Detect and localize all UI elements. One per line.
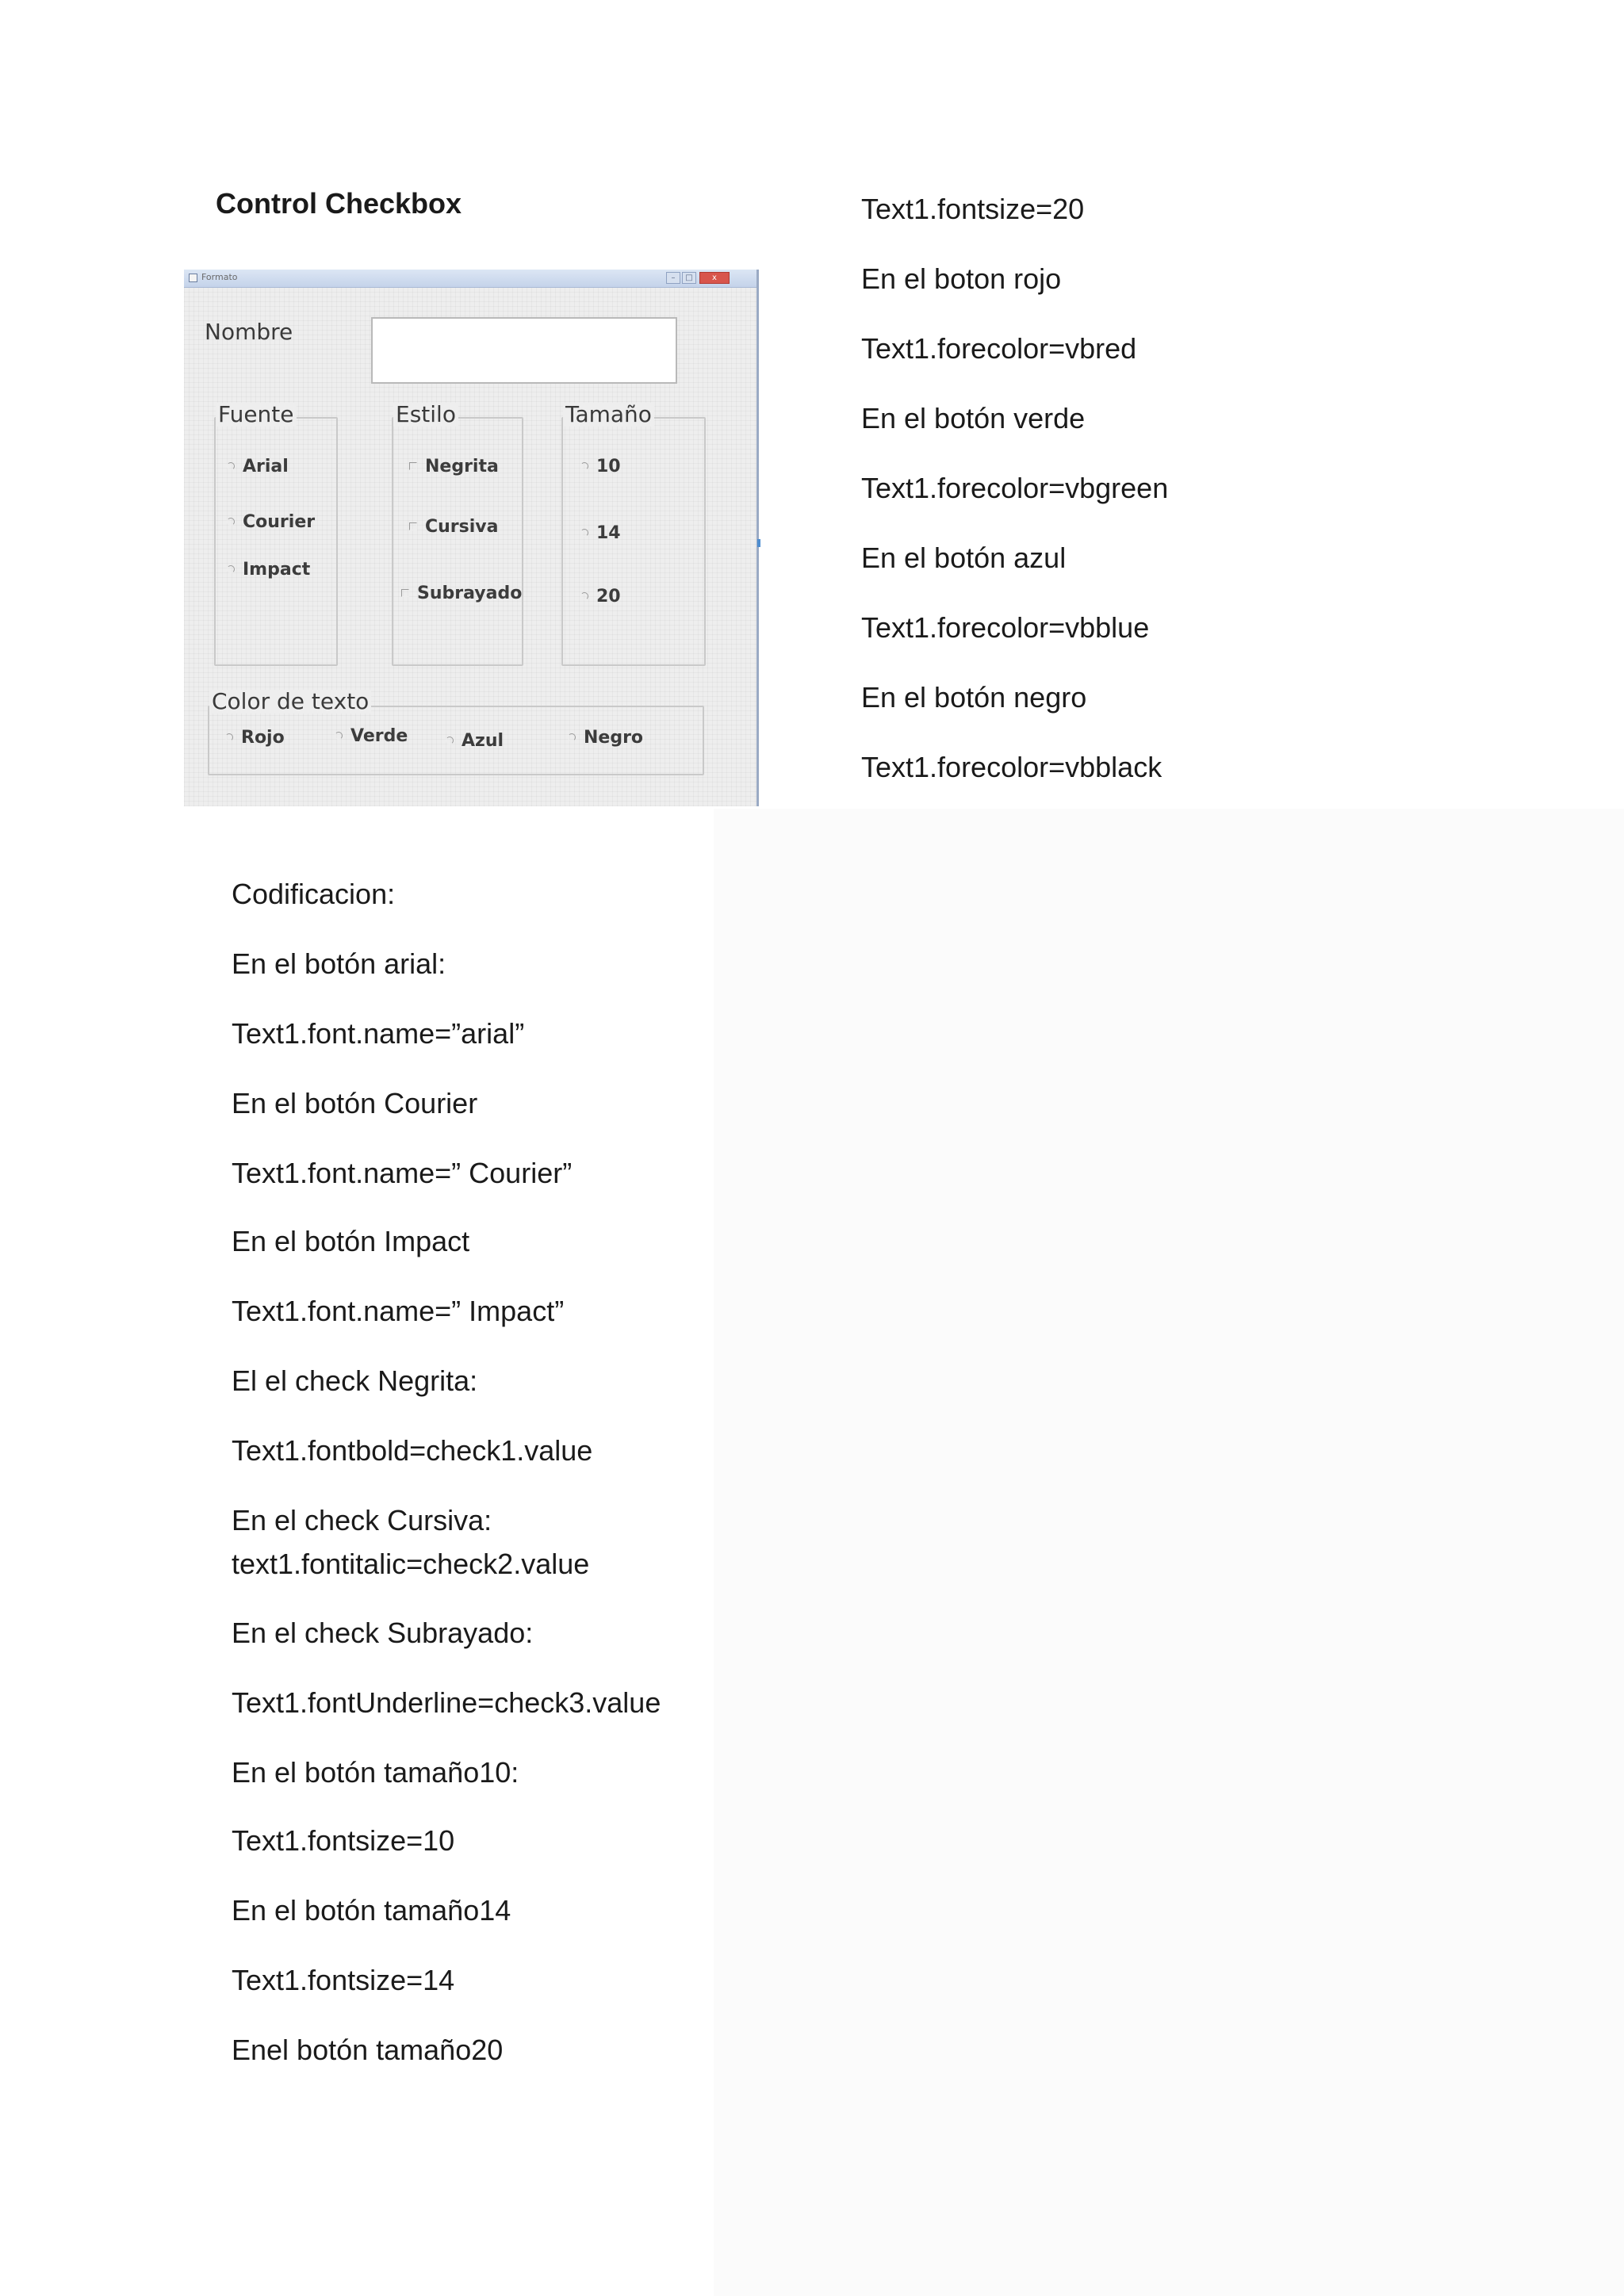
code-line: Text1.fontUnderline=check3.value [232,1686,661,1719]
radio-icon [580,529,588,537]
check-negrita[interactable] [409,457,499,476]
radio-icon [580,592,588,600]
code-line: Text1.forecolor=vbblue [861,611,1150,644]
radio-icon [225,733,233,741]
resize-handle[interactable] [757,539,760,547]
check-subrayado[interactable] [401,584,522,603]
option-size-20-label: 20 [596,587,621,607]
radio-icon [227,518,235,526]
code-line: Codificacion: [232,878,396,910]
radio-icon [580,462,588,470]
option-rojo[interactable] [225,728,285,748]
option-verde[interactable] [335,726,408,746]
minimize-button[interactable]: – [666,272,680,284]
page-background-shade [714,809,1624,2296]
option-courier[interactable] [227,512,315,532]
option-arial[interactable] [227,457,289,476]
tamano-frame-title: Tamaño [563,403,654,427]
option-impact[interactable] [227,560,310,580]
option-size-20[interactable] [580,587,621,607]
document-title: Control Checkbox [215,187,462,220]
option-size-14-label: 14 [596,523,621,543]
option-rojo-label: Rojo [241,728,285,748]
color-frame-title: Color de texto [209,690,371,714]
option-impact-label: Impact [243,560,311,580]
form-screenshot [184,270,759,806]
code-line: En el botón arial: [232,947,446,980]
option-negro[interactable] [568,728,643,748]
app-icon [189,274,197,282]
code-line: En el botón negro [861,681,1087,714]
check-subrayado-label: Subrayado [417,584,523,603]
code-line: Text1.font.name=”arial” [232,1017,525,1050]
option-arial-label: Arial [243,457,289,476]
option-size-14[interactable] [580,523,621,543]
radio-icon [227,565,235,573]
code-line: En el botón Impact [232,1225,470,1257]
fuente-frame [214,417,338,666]
radio-icon [568,733,576,741]
code-line: En el check Subrayado: [232,1617,534,1649]
option-azul-label: Azul [462,731,504,751]
code-line: Text1.font.name=” Courier” [232,1157,573,1189]
maximize-button[interactable]: □ [682,272,696,284]
checkbox-icon [409,462,417,470]
code-line: En el botón tamaño10: [232,1756,519,1789]
fuente-frame-title: Fuente [216,403,297,427]
option-verde-label: Verde [350,726,408,746]
option-size-10-label: 10 [596,457,621,476]
code-line: En el boton rojo [861,262,1062,295]
code-line: Text1.fontsize=10 [232,1824,455,1857]
check-cursiva-label: Cursiva [425,517,499,537]
radio-icon [227,462,235,470]
nombre-textbox[interactable] [371,317,677,384]
code-line: Text1.fontsize=20 [861,193,1085,225]
code-line: En el botón Courier [232,1087,478,1119]
code-line: En el botón verde [861,402,1086,434]
code-line: Enel botón tamaño20 [232,2034,504,2066]
check-cursiva[interactable] [409,517,498,537]
nombre-label: Nombre [205,319,293,345]
estilo-frame [392,417,523,666]
code-line: En el botón azul [861,541,1067,574]
estilo-frame-title: Estilo [393,403,458,427]
option-azul[interactable] [446,731,504,751]
code-line: Text1.forecolor=vbred [861,332,1137,365]
code-line: En el botón tamaño14 [232,1894,511,1927]
code-line: Text1.fontbold=check1.value [232,1434,593,1467]
code-line: En el check Cursiva: [232,1504,492,1536]
code-line: El el check Negrita: [232,1364,478,1397]
option-courier-label: Courier [243,512,316,532]
code-line: Text1.fontsize=14 [232,1964,455,1996]
code-line: text1.fontitalic=check2.value [232,1548,590,1580]
radio-icon [335,732,343,740]
radio-icon [446,737,454,744]
code-line: Text1.font.name=” Impact” [232,1295,565,1327]
close-button[interactable]: x [699,272,730,284]
code-line: Text1.forecolor=vbgreen [861,472,1169,504]
form-titlebar [184,270,756,288]
checkbox-icon [409,522,417,530]
code-line: Text1.forecolor=vbblack [861,751,1162,783]
checkbox-icon [401,589,409,597]
option-negro-label: Negro [584,728,644,748]
form-caption: Formato [201,272,238,282]
option-size-10[interactable] [580,457,621,476]
check-negrita-label: Negrita [425,457,499,476]
